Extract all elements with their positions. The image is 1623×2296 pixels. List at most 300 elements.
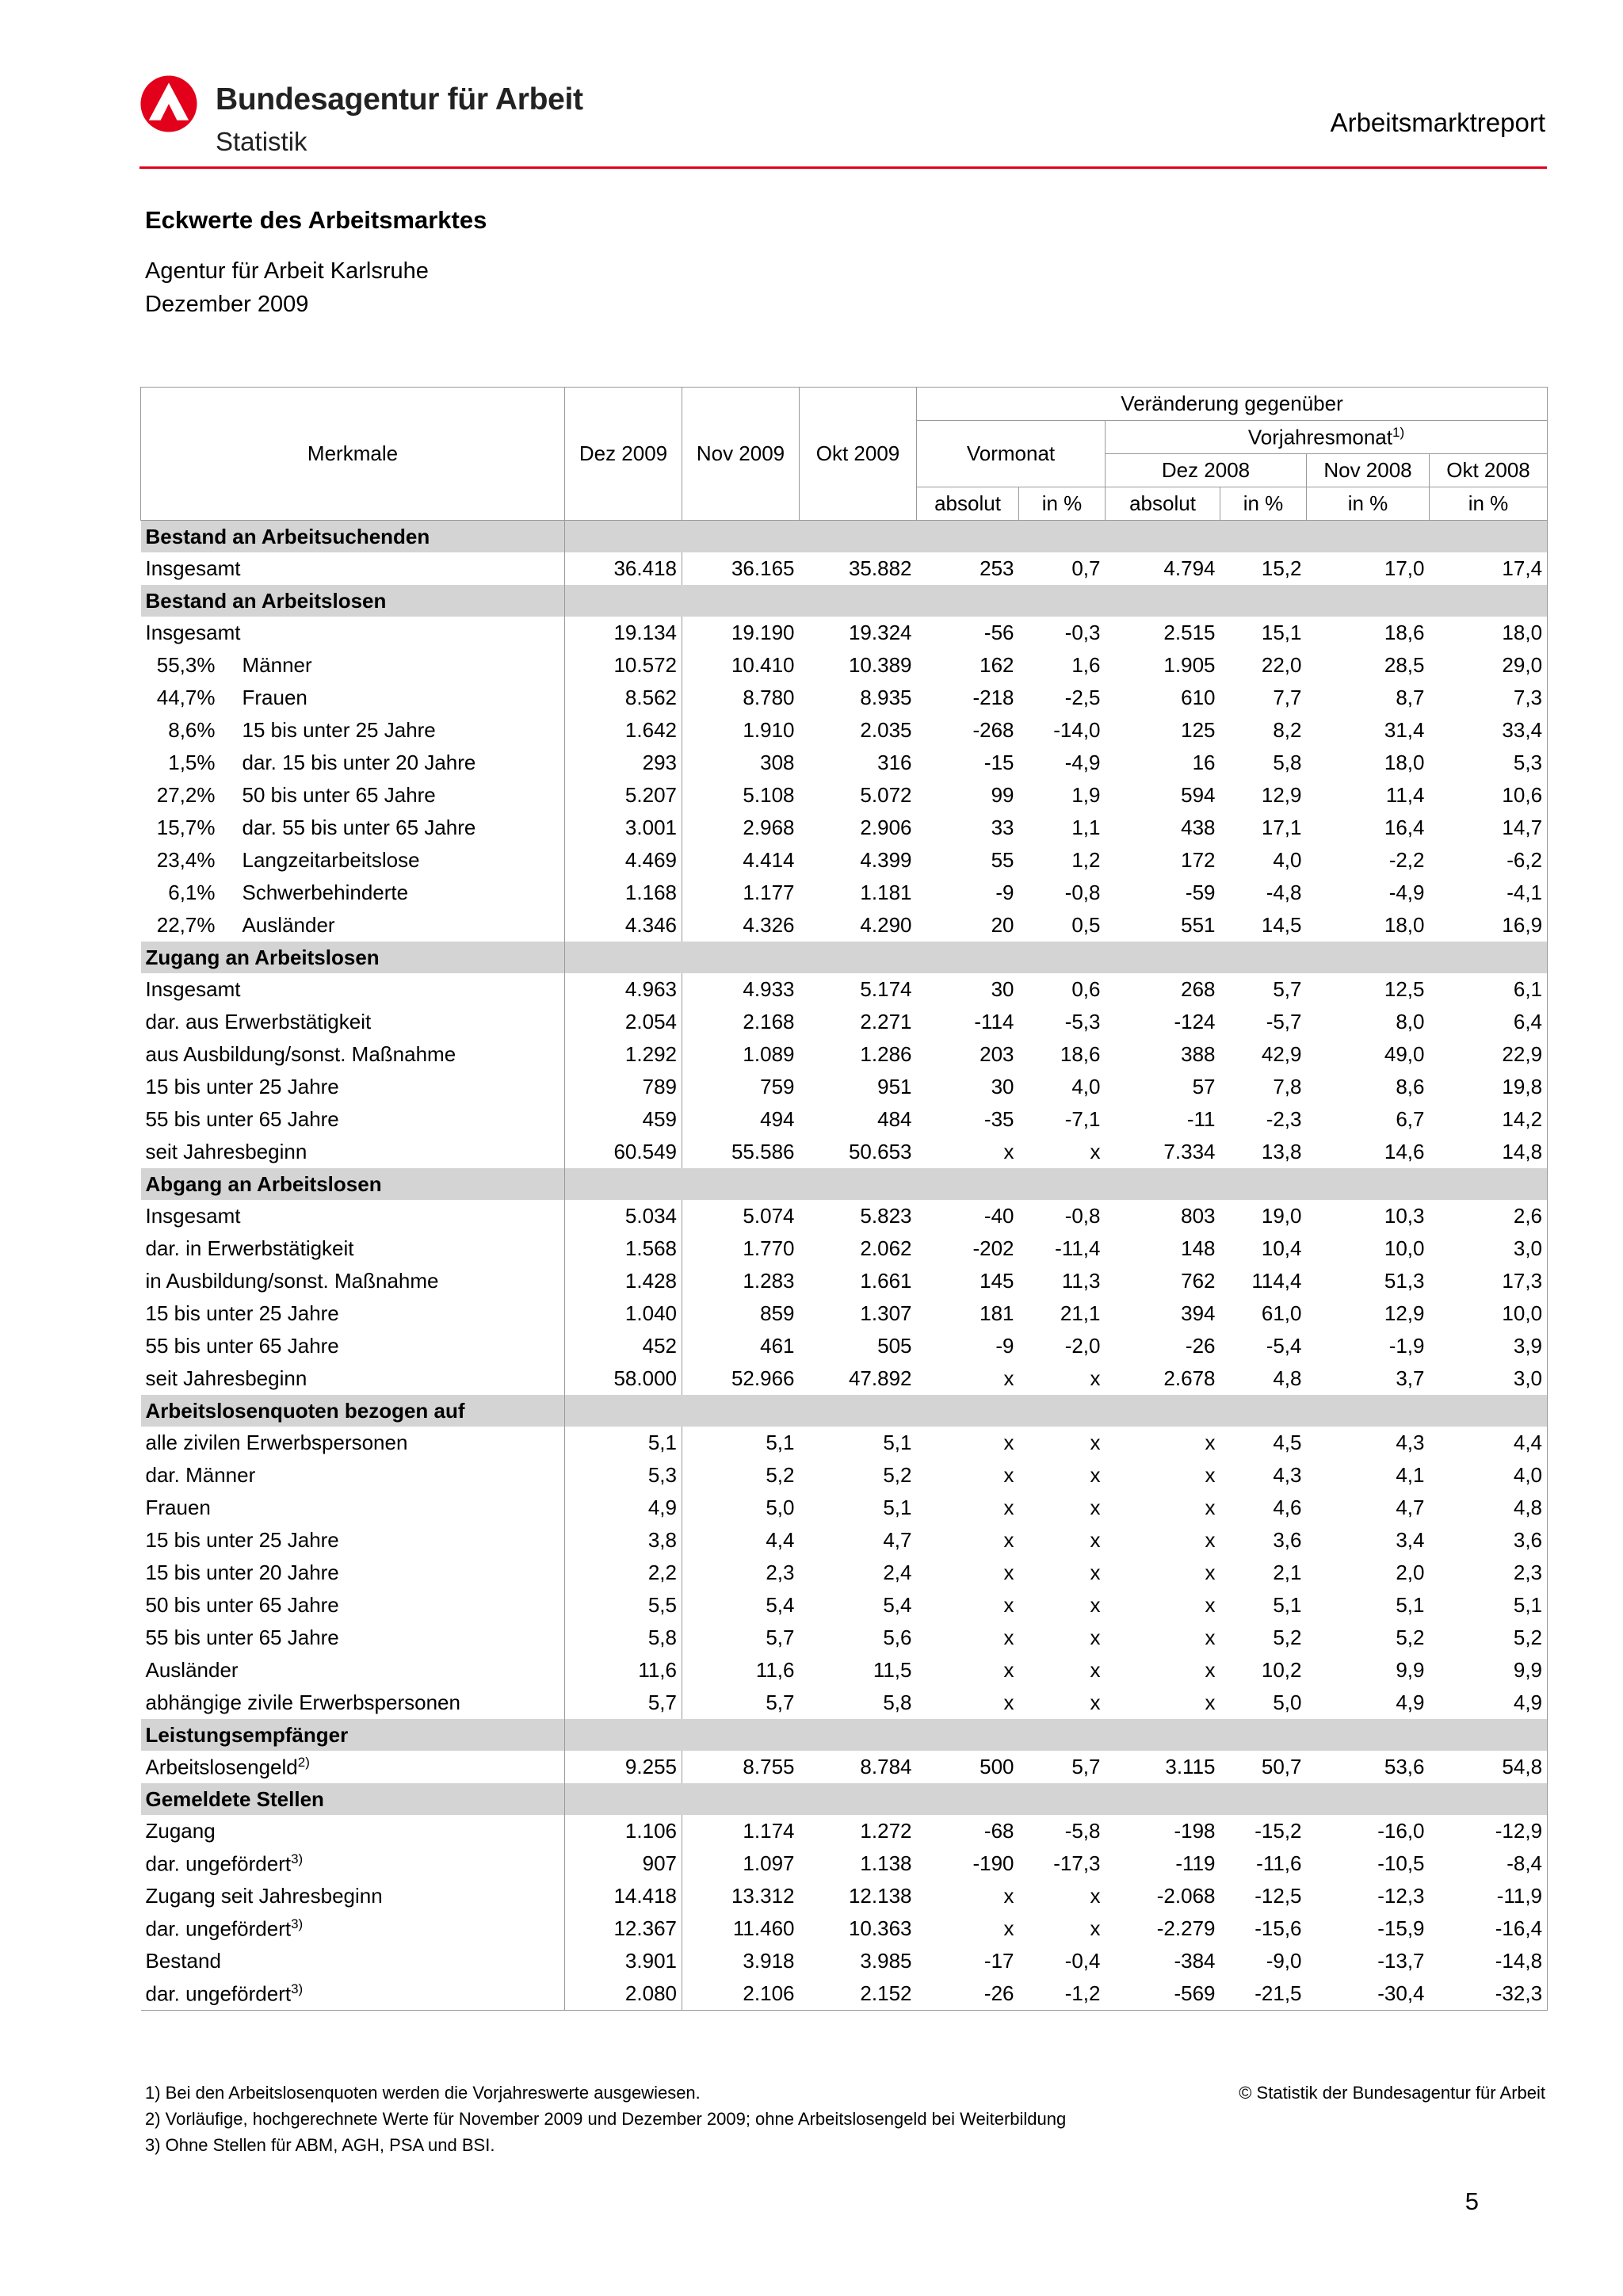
cell-okt2008-pct: -11,9 — [1430, 1880, 1548, 1912]
table-row — [141, 1880, 1548, 1912]
cell-dez2008-pct: 3,6 — [1273, 1528, 1302, 1552]
row-label — [141, 812, 565, 844]
cell-nov2009: 1.910 — [743, 718, 795, 742]
cell-dez2008-pct: 12,9 — [1261, 783, 1302, 807]
cell-nov2009: 19.190 — [731, 621, 795, 644]
cell-dez2009: 4.963 — [565, 973, 682, 1006]
cell-vormonat-pct: -0,3 — [1064, 621, 1101, 644]
cell-okt2008-pct: -4,1 — [1430, 877, 1548, 909]
section-label: Leistungsempfänger — [141, 1719, 565, 1751]
cell-vormonat-abs: x — [1003, 1884, 1014, 1908]
header-dez2009: Dez 2009 — [565, 388, 682, 521]
cell-dez2009: 1.106 — [565, 1815, 682, 1847]
cell-vormonat-pct: -1,2 — [1019, 1977, 1106, 2011]
cell-nov2008-pct: -16,0 — [1377, 1819, 1425, 1843]
cell-dez2009: 2,2 — [565, 1557, 682, 1589]
cell-nov2009: 10.410 — [731, 653, 795, 677]
cell-okt2009: 2,4 — [883, 1561, 912, 1584]
cell-dez2009: 5,8 — [565, 1622, 682, 1654]
cell-dez2008-abs: 16 — [1192, 751, 1216, 774]
cell-nov2008-pct: 8,6 — [1396, 1075, 1425, 1098]
cell-nov2008-pct: 49,0 — [1384, 1042, 1425, 1066]
row-label-text: 15 bis unter 20 Jahre — [145, 1561, 339, 1584]
cell-vormonat-pct: -4,9 — [1064, 751, 1101, 774]
cell-okt2008-pct: 18,0 — [1430, 617, 1548, 649]
table-row — [141, 1557, 1548, 1589]
section-label: Gemeldete Stellen — [141, 1783, 565, 1815]
row-label — [141, 1977, 565, 2011]
table-row — [141, 1751, 1548, 1783]
cell-okt2008-pct: 17,3 — [1430, 1265, 1548, 1297]
cell-dez2008-pct: 42,9 — [1261, 1042, 1302, 1066]
cell-vormonat-abs: 253 — [980, 556, 1014, 580]
cell-okt2008-pct: 14,7 — [1430, 812, 1548, 844]
cell-dez2008-pct: 13,8 — [1261, 1140, 1302, 1163]
table-row — [141, 1654, 1548, 1687]
cell-dez2008-abs: -59 — [1185, 881, 1216, 904]
cell-dez2008-pct: 61,0 — [1261, 1301, 1302, 1325]
cell-vormonat-pct: -7,1 — [1064, 1107, 1101, 1131]
cell-nov2009: 461 — [760, 1334, 795, 1358]
section-fill — [565, 521, 1548, 553]
row-label — [141, 1071, 565, 1103]
cell-vormonat-pct: 1,2 — [1071, 848, 1101, 872]
cell-dez2008-abs: 172 — [1181, 848, 1216, 872]
table-row — [141, 1071, 1548, 1103]
cell-nov2009: 1.770 — [743, 1236, 795, 1260]
row-label-text: 15 bis unter 25 Jahre — [145, 1301, 339, 1325]
cell-okt2008-pct: 22,9 — [1430, 1038, 1548, 1071]
row-label-text: Bestand — [145, 1949, 221, 1973]
cell-dez2008-abs: x — [1205, 1431, 1216, 1454]
cell-dez2009: 9.255 — [565, 1751, 682, 1783]
cell-okt2008-pct: 5,2 — [1430, 1622, 1548, 1654]
table-row — [141, 1524, 1548, 1557]
cell-dez2009: 5.207 — [565, 779, 682, 812]
cell-vormonat-abs: 500 — [980, 1755, 1014, 1778]
footnote-marker: 3) — [291, 1916, 304, 1931]
cell-dez2008-abs: x — [1205, 1463, 1216, 1487]
cell-dez2008-pct: -2,3 — [1266, 1107, 1302, 1131]
footnote-3: 3) Ohne Stellen für ABM, AGH, PSA und BSI. — [145, 2135, 495, 2155]
section-fill — [565, 942, 1548, 973]
cell-dez2009: 789 — [565, 1071, 682, 1103]
cell-okt2009: 47.892 — [848, 1366, 912, 1390]
copyright: © Statistik der Bundesagentur für Arbeit — [1239, 2083, 1545, 2103]
cell-dez2008-abs: 125 — [1181, 718, 1216, 742]
cell-okt2009: 5,8 — [883, 1690, 912, 1714]
table-row — [141, 1232, 1548, 1265]
cell-dez2008-pct: 4,3 — [1273, 1463, 1302, 1487]
header-divider — [139, 166, 1547, 169]
cell-vormonat-abs: x — [1003, 1431, 1014, 1454]
cell-dez2008-abs: 268 — [1181, 977, 1216, 1001]
cell-vormonat-pct: 18,6 — [1060, 1042, 1101, 1066]
section-header-row — [141, 1168, 1548, 1200]
row-label — [141, 1297, 565, 1330]
header-vormonat-pct: in % — [1019, 487, 1106, 521]
cell-nov2008-pct: 12,9 — [1384, 1301, 1425, 1325]
row-label-text: dar. in Erwerbstätigkeit — [145, 1236, 354, 1260]
cell-vormonat-pct: -0,8 — [1064, 1204, 1101, 1228]
ba-logo-icon — [139, 74, 198, 133]
table-row — [141, 1459, 1548, 1492]
cell-dez2009: 2.080 — [565, 1977, 682, 2011]
cell-nov2008-pct: -10,5 — [1377, 1851, 1425, 1875]
cell-nov2008-pct: 5,1 — [1396, 1593, 1425, 1617]
cell-okt2009: 2.271 — [860, 1010, 912, 1033]
cell-dez2009: 1.040 — [565, 1297, 682, 1330]
row-label — [141, 1330, 565, 1362]
row-label — [141, 1847, 565, 1880]
cell-okt2009: 5.174 — [860, 977, 912, 1001]
table-row — [141, 1330, 1548, 1362]
section-fill — [565, 1395, 1548, 1427]
cell-dez2008-abs: -119 — [1175, 1851, 1216, 1875]
row-label — [141, 877, 565, 909]
cell-vormonat-abs: x — [1003, 1626, 1014, 1649]
section-label: Zugang an Arbeitslosen — [141, 942, 565, 973]
cell-nov2009: 2,3 — [766, 1561, 795, 1584]
table-row — [141, 877, 1548, 909]
cell-vormonat-abs: 162 — [980, 653, 1014, 677]
cell-dez2008-abs: -26 — [1185, 1334, 1216, 1358]
section-header-row — [141, 585, 1548, 617]
header-okt2009: Okt 2009 — [800, 388, 917, 521]
cell-nov2008-pct: -30,4 — [1307, 1977, 1430, 2011]
header-dez2008-pct: in % — [1220, 487, 1307, 521]
cell-nov2009: 3.918 — [743, 1949, 795, 1973]
cell-dez2008-pct: 5,0 — [1273, 1690, 1302, 1714]
cell-vormonat-pct: -5,8 — [1064, 1819, 1101, 1843]
cell-dez2008-abs: 2.515 — [1163, 621, 1216, 644]
section-header-row — [141, 1395, 1548, 1427]
cell-nov2009: 494 — [760, 1107, 795, 1131]
cell-nov2008-pct: 16,4 — [1384, 816, 1425, 839]
cell-vormonat-abs: 30 — [991, 1075, 1014, 1098]
header-vormonat: Vormonat — [917, 421, 1106, 487]
cell-okt2008-pct: -6,2 — [1430, 844, 1548, 877]
row-label — [141, 909, 565, 942]
cell-vormonat-abs: -56 — [983, 621, 1014, 644]
table-row — [141, 973, 1548, 1006]
cell-okt2008-pct: -16,4 — [1430, 1912, 1548, 1945]
cell-dez2009: 1.168 — [565, 877, 682, 909]
cell-nov2009: 1.283 — [743, 1269, 795, 1293]
cell-dez2009: 5,5 — [565, 1589, 682, 1622]
cell-vormonat-abs: x — [1003, 1658, 1014, 1682]
cell-vormonat-abs: -26 — [917, 1977, 1019, 2011]
cell-nov2009: 11,6 — [755, 1658, 795, 1682]
cell-vormonat-pct: -0,8 — [1064, 881, 1101, 904]
cell-dez2009: 4,9 — [565, 1492, 682, 1524]
row-label — [141, 649, 565, 682]
cell-dez2009: 58.000 — [565, 1362, 682, 1395]
cell-nov2008-pct: 8,7 — [1396, 686, 1425, 709]
cell-dez2008-abs: x — [1205, 1690, 1216, 1714]
table-row — [141, 1006, 1548, 1038]
cell-dez2009: 1.292 — [565, 1038, 682, 1071]
row-label-text: 15 bis unter 25 Jahre — [145, 1075, 339, 1098]
cell-nov2008-pct: -2,2 — [1388, 848, 1425, 872]
row-label-text: Männer — [242, 653, 312, 677]
cell-dez2008-pct: 15,2 — [1261, 556, 1302, 580]
cell-dez2008-abs: x — [1205, 1626, 1216, 1649]
cell-dez2008-pct: 50,7 — [1261, 1755, 1302, 1778]
cell-dez2009: 4.346 — [565, 909, 682, 942]
cell-okt2008-pct: 4,4 — [1430, 1427, 1548, 1459]
footnote-2: 2) Vorläufige, hochgerechnete Werte für November 2009 und Dezember 2009; ohne Arbeitslosengeld bei Weiterbildung — [145, 2109, 1067, 2129]
cell-okt2008-pct: 5,1 — [1430, 1589, 1548, 1622]
row-label — [141, 1751, 565, 1783]
row-label-text: Zugang seit Jahresbeginn — [145, 1884, 383, 1908]
cell-okt2009: 1.272 — [860, 1819, 912, 1843]
row-label — [141, 1524, 565, 1557]
section-fill — [565, 1168, 1548, 1200]
cell-nov2009: 5,1 — [766, 1431, 795, 1454]
cell-dez2008-pct: 5,7 — [1273, 977, 1302, 1001]
cell-nov2008-pct: 11,4 — [1385, 783, 1425, 807]
row-label — [141, 1557, 565, 1589]
cell-nov2009: 859 — [760, 1301, 795, 1325]
cell-dez2008-pct: 5,2 — [1273, 1626, 1302, 1649]
row-label-text: 50 bis unter 65 Jahre — [145, 1593, 339, 1617]
cell-vormonat-abs: -15 — [983, 751, 1014, 774]
section-header-row — [141, 942, 1548, 973]
cell-dez2008-abs: -569 — [1106, 1977, 1220, 2011]
cell-dez2008-abs: x — [1205, 1561, 1216, 1584]
cell-dez2008-pct: 8,2 — [1273, 718, 1302, 742]
cell-okt2008-pct: 2,6 — [1430, 1200, 1548, 1232]
cell-nov2009: 1.097 — [743, 1851, 795, 1875]
row-label — [141, 1945, 565, 1977]
cell-okt2009: 2.062 — [860, 1236, 912, 1260]
cell-okt2009: 1.181 — [860, 881, 912, 904]
cell-vormonat-pct: x — [1090, 1593, 1101, 1617]
cell-nov2009: 13.312 — [731, 1884, 795, 1908]
cell-nov2009: 5,7 — [766, 1626, 795, 1649]
row-label-text: Frauen — [145, 1496, 211, 1519]
row-label-text: Ausländer — [242, 913, 335, 937]
table-row — [141, 649, 1548, 682]
cell-nov2009: 1.089 — [743, 1042, 795, 1066]
cell-vormonat-abs: 203 — [980, 1042, 1014, 1066]
cell-dez2008-abs: -384 — [1174, 1949, 1216, 1973]
cell-okt2009: 19.324 — [848, 621, 912, 644]
row-share: 44,7% — [156, 686, 216, 709]
row-label-text: dar. 15 bis unter 20 Jahre — [242, 751, 476, 774]
cell-okt2009: 4.290 — [860, 913, 912, 937]
cell-okt2009: 8.935 — [860, 686, 912, 709]
footnote-marker: 2) — [297, 1754, 310, 1770]
cell-dez2008-pct: -11,6 — [1256, 1851, 1302, 1875]
cell-nov2008-pct: 4,9 — [1396, 1690, 1425, 1714]
cell-vormonat-pct: 5,7 — [1071, 1755, 1101, 1778]
cell-vormonat-abs: x — [1003, 1140, 1014, 1163]
cell-vormonat-pct: x — [1090, 1626, 1101, 1649]
row-label — [141, 1427, 565, 1459]
cell-dez2008-abs: 4.794 — [1163, 556, 1216, 580]
cell-okt2008-pct: 29,0 — [1430, 649, 1548, 682]
row-label-text: 15 bis unter 25 Jahre — [242, 718, 436, 742]
cell-nov2008-pct: 53,6 — [1384, 1755, 1425, 1778]
table-row — [141, 714, 1548, 747]
cell-nov2008-pct: -4,9 — [1388, 881, 1425, 904]
cell-okt2009: 2.906 — [860, 816, 912, 839]
row-label-text: Schwerbehinderte — [242, 881, 409, 904]
cell-nov2009: 1.174 — [743, 1819, 795, 1843]
row-label-text: Insgesamt — [145, 1204, 241, 1228]
row-label — [141, 1265, 565, 1297]
header-merkmale: Merkmale — [141, 388, 565, 521]
cell-okt2008-pct: 14,2 — [1430, 1103, 1548, 1136]
cell-nov2008-pct: 4,3 — [1396, 1431, 1425, 1454]
row-label — [141, 682, 565, 714]
cell-dez2009: 1.568 — [565, 1232, 682, 1265]
cell-vormonat-abs: x — [1003, 1496, 1014, 1519]
cell-okt2009: 484 — [877, 1107, 912, 1131]
table-row — [141, 617, 1548, 649]
cell-vormonat-pct: 0,5 — [1071, 913, 1101, 937]
row-label-text: Insgesamt — [145, 621, 241, 644]
row-label — [141, 1459, 565, 1492]
cell-dez2009: 3.901 — [565, 1945, 682, 1977]
row-label — [141, 714, 565, 747]
row-label — [141, 1589, 565, 1622]
cell-dez2008-abs: 148 — [1181, 1236, 1216, 1260]
cell-vormonat-pct: -2,5 — [1064, 686, 1101, 709]
table-row — [141, 1912, 1548, 1945]
cell-okt2009: 5,6 — [883, 1626, 912, 1649]
cell-nov2009: 5,4 — [766, 1593, 795, 1617]
cell-okt2009: 4,7 — [883, 1528, 912, 1552]
cell-nov2008-pct: 10,0 — [1384, 1236, 1425, 1260]
section-label: Bestand an Arbeitsuchenden — [141, 521, 565, 553]
header-nov2009: Nov 2009 — [682, 388, 800, 521]
cell-vormonat-abs: x — [1003, 1561, 1014, 1584]
cell-okt2009: 8.784 — [860, 1755, 912, 1778]
cell-dez2008-abs: 594 — [1181, 783, 1216, 807]
cell-vormonat-pct: -17,3 — [1053, 1851, 1101, 1875]
report-label: Arbeitsmarktreport — [1330, 108, 1545, 137]
row-label-text: 55 bis unter 65 Jahre — [145, 1626, 339, 1649]
cell-dez2008-pct: -15,2 — [1254, 1819, 1302, 1843]
table-row — [141, 1945, 1548, 1977]
cell-nov2008-pct: 28,5 — [1384, 653, 1425, 677]
cell-vormonat-pct: -2,0 — [1064, 1334, 1101, 1358]
section-label: Bestand an Arbeitslosen — [141, 585, 565, 617]
cell-dez2008-abs: 7.334 — [1163, 1140, 1216, 1163]
cell-vormonat-abs: -17 — [983, 1949, 1014, 1973]
cell-vormonat-pct: 1,9 — [1071, 783, 1101, 807]
row-label — [141, 1622, 565, 1654]
row-label-text: seit Jahresbeginn — [145, 1366, 307, 1390]
cell-nov2009: 52.966 — [731, 1366, 795, 1390]
cell-nov2008-pct: -12,3 — [1377, 1884, 1425, 1908]
cell-okt2009: 1.661 — [860, 1269, 912, 1293]
cell-okt2009: 1.307 — [860, 1301, 912, 1325]
cell-vormonat-pct: -0,4 — [1064, 1949, 1101, 1973]
row-label-text: dar. ungefördert — [145, 1916, 292, 1941]
row-label-text: dar. ungefördert — [145, 1981, 292, 2006]
cell-dez2009: 60.549 — [565, 1136, 682, 1168]
cell-vormonat-pct: 0,7 — [1071, 556, 1101, 580]
row-label — [141, 1492, 565, 1524]
row-label-text: Ausländer — [145, 1658, 239, 1682]
cell-dez2008-pct: 5,8 — [1273, 751, 1302, 774]
cell-dez2009: 10.572 — [565, 649, 682, 682]
cell-dez2009: 5.034 — [565, 1200, 682, 1232]
cell-nov2009: 5.074 — [743, 1204, 795, 1228]
header-vormonat-absolut: absolut — [917, 487, 1019, 521]
cell-vormonat-abs: x — [1003, 1528, 1014, 1552]
cell-vormonat-abs: 20 — [991, 913, 1014, 937]
row-label — [141, 1006, 565, 1038]
cell-dez2009: 2.054 — [565, 1006, 682, 1038]
table-row — [141, 1815, 1548, 1847]
cell-nov2008-pct: 8,0 — [1396, 1010, 1425, 1033]
cell-dez2008-abs: -198 — [1174, 1819, 1216, 1843]
cell-nov2009: 8.780 — [743, 686, 795, 709]
section-label: Abgang an Arbeitslosen — [141, 1168, 565, 1200]
cell-nov2009: 4.326 — [743, 913, 795, 937]
cell-okt2009: 11,5 — [873, 1658, 912, 1682]
cell-vormonat-pct: 4,0 — [1071, 1075, 1101, 1098]
cell-nov2008-pct: 14,6 — [1384, 1140, 1425, 1163]
header-okt2008: Okt 2008 — [1430, 454, 1548, 487]
row-label — [141, 1687, 565, 1719]
cell-okt2009: 3.985 — [860, 1949, 912, 1973]
cell-okt2009: 5,1 — [883, 1496, 912, 1519]
cell-nov2008-pct: 3,7 — [1396, 1366, 1425, 1390]
row-label — [141, 747, 565, 779]
cell-vormonat-pct: -5,3 — [1064, 1010, 1101, 1033]
cell-dez2008-abs: 610 — [1181, 686, 1216, 709]
cell-okt2008-pct: -12,9 — [1430, 1815, 1548, 1847]
table-row — [141, 844, 1548, 877]
row-label — [141, 1038, 565, 1071]
cell-vormonat-pct: 1,1 — [1071, 816, 1101, 839]
cell-okt2008-pct: 4,8 — [1430, 1492, 1548, 1524]
cell-dez2008-pct: 2,1 — [1273, 1561, 1302, 1584]
header-nov2008-pct: in % — [1307, 487, 1430, 521]
table-row — [141, 1847, 1548, 1880]
row-share: 23,4% — [156, 848, 216, 872]
section-fill — [565, 585, 1548, 617]
cell-nov2009: 36.165 — [731, 556, 795, 580]
cell-vormonat-pct: -14,0 — [1053, 718, 1101, 742]
cell-dez2008-pct: -5,4 — [1266, 1334, 1302, 1358]
cell-vormonat-abs: -68 — [983, 1819, 1014, 1843]
cell-dez2008-pct: 19,0 — [1261, 1204, 1302, 1228]
cell-okt2009: 5,4 — [883, 1593, 912, 1617]
cell-dez2008-abs: -11 — [1186, 1107, 1216, 1131]
footnote-1: 1) Bei den Arbeitslosenquoten werden die Vorjahreswerte ausgewiesen. — [145, 2083, 701, 2103]
cell-okt2009: 951 — [877, 1075, 912, 1098]
cell-okt2008-pct: 6,4 — [1430, 1006, 1548, 1038]
row-label-text: dar. 55 bis unter 65 Jahre — [242, 816, 476, 839]
row-label — [141, 1815, 565, 1847]
cell-okt2008-pct: 3,0 — [1430, 1232, 1548, 1265]
cell-vormonat-pct: x — [1090, 1140, 1101, 1163]
row-label-text: Frauen — [242, 686, 307, 709]
cell-dez2008-abs: 3.115 — [1165, 1755, 1216, 1778]
cell-dez2009: 3,8 — [565, 1524, 682, 1557]
table-row — [141, 1362, 1548, 1395]
cell-okt2008-pct: 54,8 — [1430, 1751, 1548, 1783]
cell-vormonat-abs: 145 — [980, 1269, 1014, 1293]
cell-okt2008-pct: 2,3 — [1430, 1557, 1548, 1589]
